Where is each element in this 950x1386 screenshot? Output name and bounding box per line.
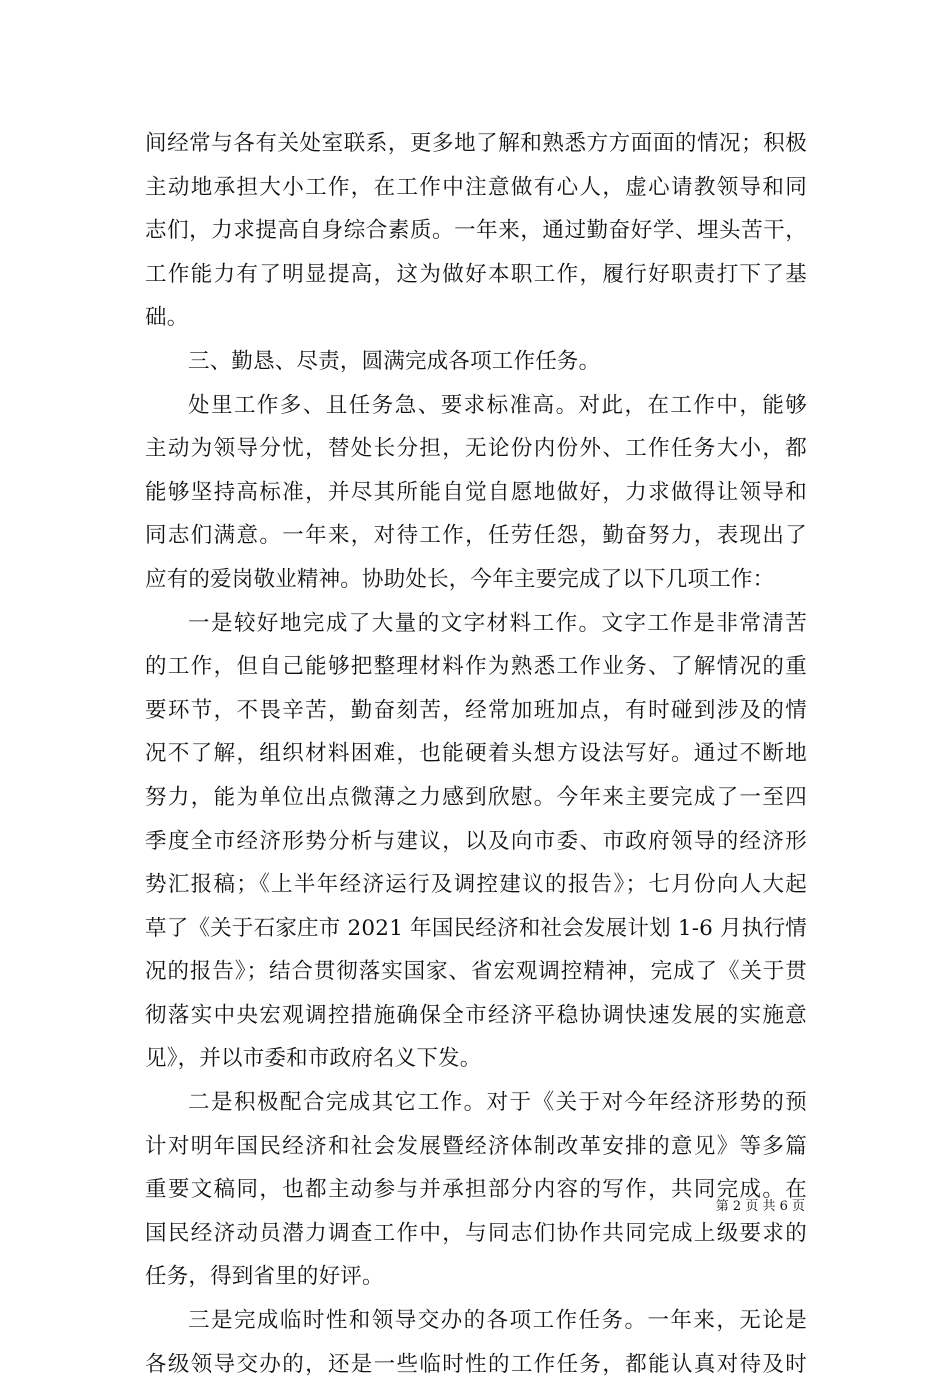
section-heading: 三、勤恳、尽责，圆满完成各项工作任务。 xyxy=(188,348,601,374)
text-line: 应有的爱岗敬业精神。协助处长，今年主要完成了以下几项工作： xyxy=(145,566,775,592)
page-number: 第 2 页 共 6 页 xyxy=(715,1199,805,1214)
text-line: 计对明年国民经济和社会发展暨经济体制改革安排的意见》等多篇 xyxy=(145,1133,807,1159)
text-line: 志们，力求提高自身综合素质。一年来，通过勤奋好学、埋头苦干， xyxy=(145,218,807,244)
text-line: 础。 xyxy=(145,305,189,331)
text-line: 主动为领导分忧，替处长分担，无论份内份外、工作任务大小，都 xyxy=(145,436,807,462)
text-line: 况不了解，组织材料困难，也能硬着头想方设法写好。通过不断地 xyxy=(145,741,807,767)
text-line: 处里工作多、且任务急、要求标准高。对此，在工作中，能够 xyxy=(188,392,807,418)
text-line: 工作能力有了明显提高，这为做好本职工作，履行好职责打下了基 xyxy=(145,261,807,287)
body-text xyxy=(145,122,807,1386)
text-line: 能够坚持高标准，并尽其所能自觉自愿地做好，力求做得让领导和 xyxy=(145,479,807,505)
text-line: 主动地承担大小工作，在工作中注意做有心人，虚心请教领导和同 xyxy=(145,174,807,200)
text-line: 同志们满意。一年来，对待工作，任劳任怨，勤奋努力，表现出了 xyxy=(145,523,807,549)
text-line: 三是完成临时性和领导交办的各项工作任务。一年来，无论是 xyxy=(188,1308,807,1334)
text-line: 季度全市经济形势分析与建议，以及向市委、市政府领导的经济形 xyxy=(145,828,807,854)
text-line: 彻落实中央宏观调控措施确保全市经济平稳协调快速发展的实施意 xyxy=(145,1002,807,1028)
text-line: 二是积极配合完成其它工作。对于《关于对今年经济形势的预 xyxy=(188,1090,807,1116)
text-line: 任务，得到省里的好评。 xyxy=(145,1264,384,1290)
text-line: 间经常与各有关处室联系，更多地了解和熟悉方方面面的情况；积极 xyxy=(145,131,807,156)
text-line: 势汇报稿；《上半年经济运行及调控建议的报告》；七月份向人大起 xyxy=(145,872,807,898)
text-line: 见》，并以市委和市政府名义下发。 xyxy=(145,1046,482,1072)
text-line: 国民经济动员潜力调查工作中，与同志们协作共同完成上级要求的 xyxy=(145,1220,807,1246)
text-line: 重要文稿同，也都主动参与并承担部分内容的写作，共同完成。在 xyxy=(145,1177,807,1203)
text-line: 的工作，但自己能够把整理材料作为熟悉工作业务、了解情况的重 xyxy=(145,654,807,680)
text-line: 要环节，不畏辛苦，勤奋刻苦，经常加班加点，有时碰到涉及的情 xyxy=(145,697,807,723)
text-line: 况的报告》；结合贯彻落实国家、省宏观调控精神，完成了《关于贯 xyxy=(145,959,807,985)
text-line: 各级领导交办的，还是一些临时性的工作任务，都能认真对待及时 xyxy=(145,1351,807,1377)
text-line: 一是较好地完成了大量的文字材料工作。文字工作是非常清苦 xyxy=(188,610,807,636)
text-line: 草了《关于石家庄市 2021 年国民经济和社会发展计划 1-6 月执行情 xyxy=(145,915,807,941)
text-line: 努力，能为单位出点微薄之力感到欣慰。今年来主要完成了一至四 xyxy=(145,784,807,810)
